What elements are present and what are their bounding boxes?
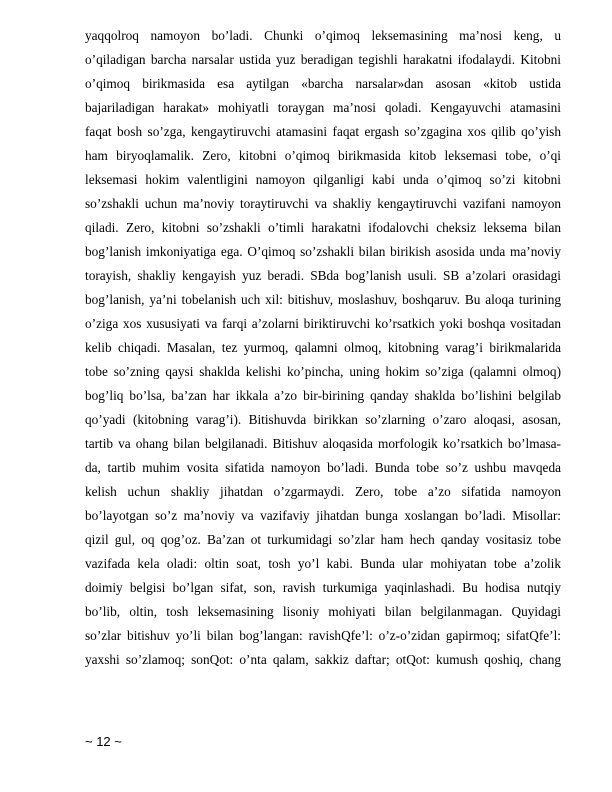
page-number: ~ 12 ~ (85, 734, 122, 749)
text-line: vazifada kela oladi: oltin soat, tosh yo’l kabi. Bunda ular mohiyatan tobe a’zolik (85, 556, 561, 571)
text-line: o’qimoq birikmasida esa aytilgan «barcha narsalar»dan asosan «kitob ustida (85, 76, 561, 91)
text-line: tartib va ohang bilan belgilanadi. Bitishuv aloqasida morfologik ko’rsatkich bo’lmasa- (85, 436, 561, 451)
text-line: da, tartib muhim vosita sifatida namoyon bo’ladi. Bunda tobe so’z ushbu mavqeda (85, 460, 561, 475)
text-line: yaqqolroq namoyon bo’ladi. Chunki o’qimoq leksemasining ma’nosi keng, u (85, 28, 561, 43)
text-line: ham biryoqlamalik. Zero, kitobni o’qimoq birikmasida kitob leksemasi tobe, o’qi (85, 148, 561, 163)
text-line: faqat bosh so’zga, kengaytiruvchi atamasini faqat ergash so’zgagina xos qilib qo’yish (85, 124, 561, 139)
body-paragraph (85, 24, 561, 672)
text-line: qizil gul, oq qog’oz. Ba’zan ot turkumidagi so’zlar ham hech qanday vositasiz tobe (85, 532, 561, 547)
text-line: doimiy belgisi bo’lgan sifat, son, ravish turkumiga yaqinlashadi. Bu hodisa nutqiy (85, 580, 561, 595)
text-line: leksemasi hokim valentligini namoyon qilganligi kabi unda o’qimoq so’zi kitobni (85, 172, 561, 187)
text-line: o’qiladigan barcha narsalar ustida yuz beradigan tegishli harakatni ifodalaydi. Kitobni (85, 52, 561, 67)
text-line: tobe so’zning qaysi shaklda kelishi ko’pincha, uning hokim so’ziga (qalamni olmoq) (85, 364, 561, 379)
text-line: bo’layotgan so’z ma’noviy va vazifaviy jihatdan bunga xoslangan bo’ladi. Misollar: (85, 508, 561, 523)
text-line: qiladi. Zero, kitobni so’zshakli o’timli harakatni ifodalovchi cheksiz leksema bilan (85, 220, 561, 235)
text-line: bog’lanish imkoniyatiga ega. O’qimoq so’zshakli bilan birikish asosida unda ma’noviy (85, 244, 561, 259)
text-line: so’zlar bitishuv yo’li bilan bog’langan: ravishQfe’l: o’z-o’zidan gapirmoq; sifatQfe’l: (85, 628, 561, 643)
text-line: qo’yadi (kitobning varag’i). Bitishuvda birikkan so’zlarning o’zaro aloqasi, asosan, (85, 412, 561, 427)
text-line: yaxshi so’zlamoq; sonQot: o’nta qalam, sakkiz daftar; otQot: kumush qoshiq, chang (85, 652, 561, 667)
text-line: kelish uchun shakliy jihatdan o’zgarmaydi. Zero, tobe a’zo sifatida namoyon (85, 484, 561, 499)
text-line: torayish, shakliy kengayish yuz beradi. SBda bog’lanish usuli. SB a’zolari orasidagi (85, 268, 561, 283)
text-line: o’ziga xos xususiyati va farqi a’zolarni biriktiruvchi ko’rsatkich yoki boshqa vositadan (85, 316, 561, 331)
text-line: so’zshakli uchun ma’noviy toraytiruvchi va shakliy kengaytiruvchi vazifani namoyon (85, 196, 561, 211)
text-line: bog’liq bo’lsa, ba’zan har ikkala a’zo bir-birining qanday shaklda bo’lishini belgilab (85, 388, 561, 403)
text-line: kelib chiqadi. Masalan, tez yurmoq, qalamni olmoq, kitobning varag’i birikmalarida (85, 340, 561, 355)
text-line: bajariladigan harakat» mohiyatli toraygan ma’nosi qoladi. Kengayuvchi atamasini (85, 100, 561, 115)
text-line: bo’lib, oltin, tosh leksemasining lisoniy mohiyati bilan belgilanmagan. Quyidagi (85, 604, 561, 619)
text-line: bog’lanish, ya’ni tobelanish uch xil: bitishuv, moslashuv, boshqaruv. Bu aloqa turining (85, 292, 561, 307)
